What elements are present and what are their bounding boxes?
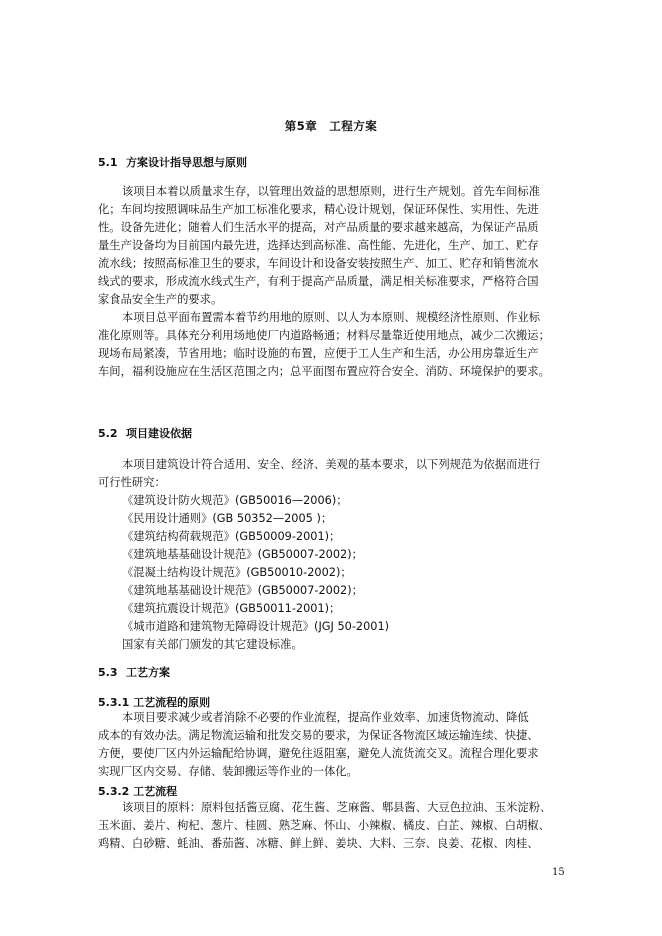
paragraph-line: 现场布局紧凑，节省用地；临时设施的布置，应便于工人生产和生活，办公用房靠近生产 — [98, 347, 539, 360]
standard-item: 《民用设计通则》(GB 50352—2005 )； — [122, 512, 333, 525]
paragraph-line: 化；车间均按照调味品生产加工标准化要求，精心设计规划，保证环保性、实用性、先进 — [98, 203, 539, 216]
standard-item: 《建筑地基基础设计规范》(GB50007-2002)； — [122, 548, 363, 561]
standard-item: 国家有关部门颁发的其它建设标准。 — [122, 638, 303, 651]
paragraph-line: 本项目要求减少或者消除不必要的作业流程，提高作业效率、加速货物流动、降低 — [122, 711, 529, 724]
paragraph-line: 性。设备先进化；随着人们生活水平的提高，对产品质量的要求越来越高，为保证产品质 — [98, 221, 539, 234]
paragraph-line: 流水线；按照高标准卫生的要求，车间设计和设备安装按照生产、加工、贮存和销售流水 — [98, 257, 539, 270]
paragraph-line: 可行性研究： — [98, 476, 166, 489]
paragraph-line: 家食品安全生产的要求。 — [98, 293, 223, 306]
section-number: 5.2 — [98, 427, 118, 440]
subsection-heading-5-3-2: 5.3.2 工艺流程 — [98, 785, 178, 798]
paragraph-line: 成本的有效办法。满足物流运输和批发交易的要求，为保证各物流区域运输连续、快捷、 — [98, 729, 539, 742]
page-number: 15 — [552, 867, 565, 878]
standard-item: 《混凝土结构设计规范》(GB50010-2002)； — [122, 566, 352, 579]
standard-item: 《建筑结构荷载规范》(GB50009-2001)； — [122, 530, 341, 543]
section-title: 项目建设依据 — [126, 427, 192, 440]
section-number: 5.3 — [98, 666, 118, 679]
paragraph-line: 准化原则等。具体充分利用场地使厂内道路畅通；材料尽量靠近使用地点，减少二次搬运； — [98, 329, 550, 342]
paragraph-line: 方便，要使厂区内外运输配给协调，避免往返阻塞，避免人流货流交叉。流程合理化要求 — [98, 747, 539, 760]
standard-item: 《城市道路和建筑物无障碍设计规范》(JGJ 50-2001) — [122, 620, 390, 633]
subsection-heading-5-3-1: 5.3.1 工艺流程的原则 — [98, 696, 211, 709]
paragraph-line: 鸡精、白砂糖、蚝油、番茄酱、冰糖、鲜上鲜、姜块、大料、三奈、良姜、花椒、肉桂、 — [98, 837, 539, 850]
paragraph-line: 本项目总平面布置需本着节约用地的原则、以人为本原则、规模经济性原则、作业标 — [122, 311, 540, 324]
section-heading-5-3 — [98, 664, 170, 680]
section-heading-5-2 — [98, 425, 192, 441]
chapter-title: 第5章 工程方案 — [284, 119, 378, 133]
section-heading-5-1 — [98, 154, 247, 170]
standard-item: 《建筑地基基础设计规范》(GB50007-2002)； — [122, 584, 363, 597]
section-number: 5.1 — [98, 156, 118, 169]
standard-item: 《建筑抗震设计规范》(GB50011-2001)； — [122, 602, 341, 615]
section-title: 工艺方案 — [126, 666, 170, 679]
section-title: 方案设计指导思想与原则 — [126, 156, 247, 169]
paragraph-line: 车间，福利设施应在生活区范围之内；总平面图布置应符合安全、消防、环境保护的要求。 — [98, 365, 550, 378]
paragraph-line: 线式的要求，形成流水线式生产，有利于提高产品质量，满足相关标准要求，严格符合国 — [98, 275, 539, 288]
paragraph-line: 实现厂区内交易、存储、装卸搬运等作业的一体化。 — [98, 765, 358, 778]
paragraph-line: 该项目的原料：原料包括酱豆腐、花生酱、芝麻酱、郫县酱、大豆色拉油、玉米淀粉、 — [122, 801, 552, 814]
paragraph-line: 玉米面、姜片、枸杞、葱片、桂圆、熟芝麻、怀山、小辣椒、橘皮、白芷、辣椒、白胡椒、 — [98, 819, 550, 832]
paragraph-line: 量生产设备均为目前国内最先进，选择达到高标准、高性能、先进化，生产、加工、贮存 — [98, 239, 539, 252]
standard-item: 《建筑设计防火规范》(GB50016—2006)； — [122, 494, 348, 507]
paragraph-line: 该项目本着以质量求生存，以管理出效益的思想原则，进行生产规划。首先车间标准 — [122, 185, 540, 198]
paragraph-line: 本项目建筑设计符合适用、安全、经济、美观的基本要求，以下列规范为依据而进行 — [122, 458, 540, 471]
